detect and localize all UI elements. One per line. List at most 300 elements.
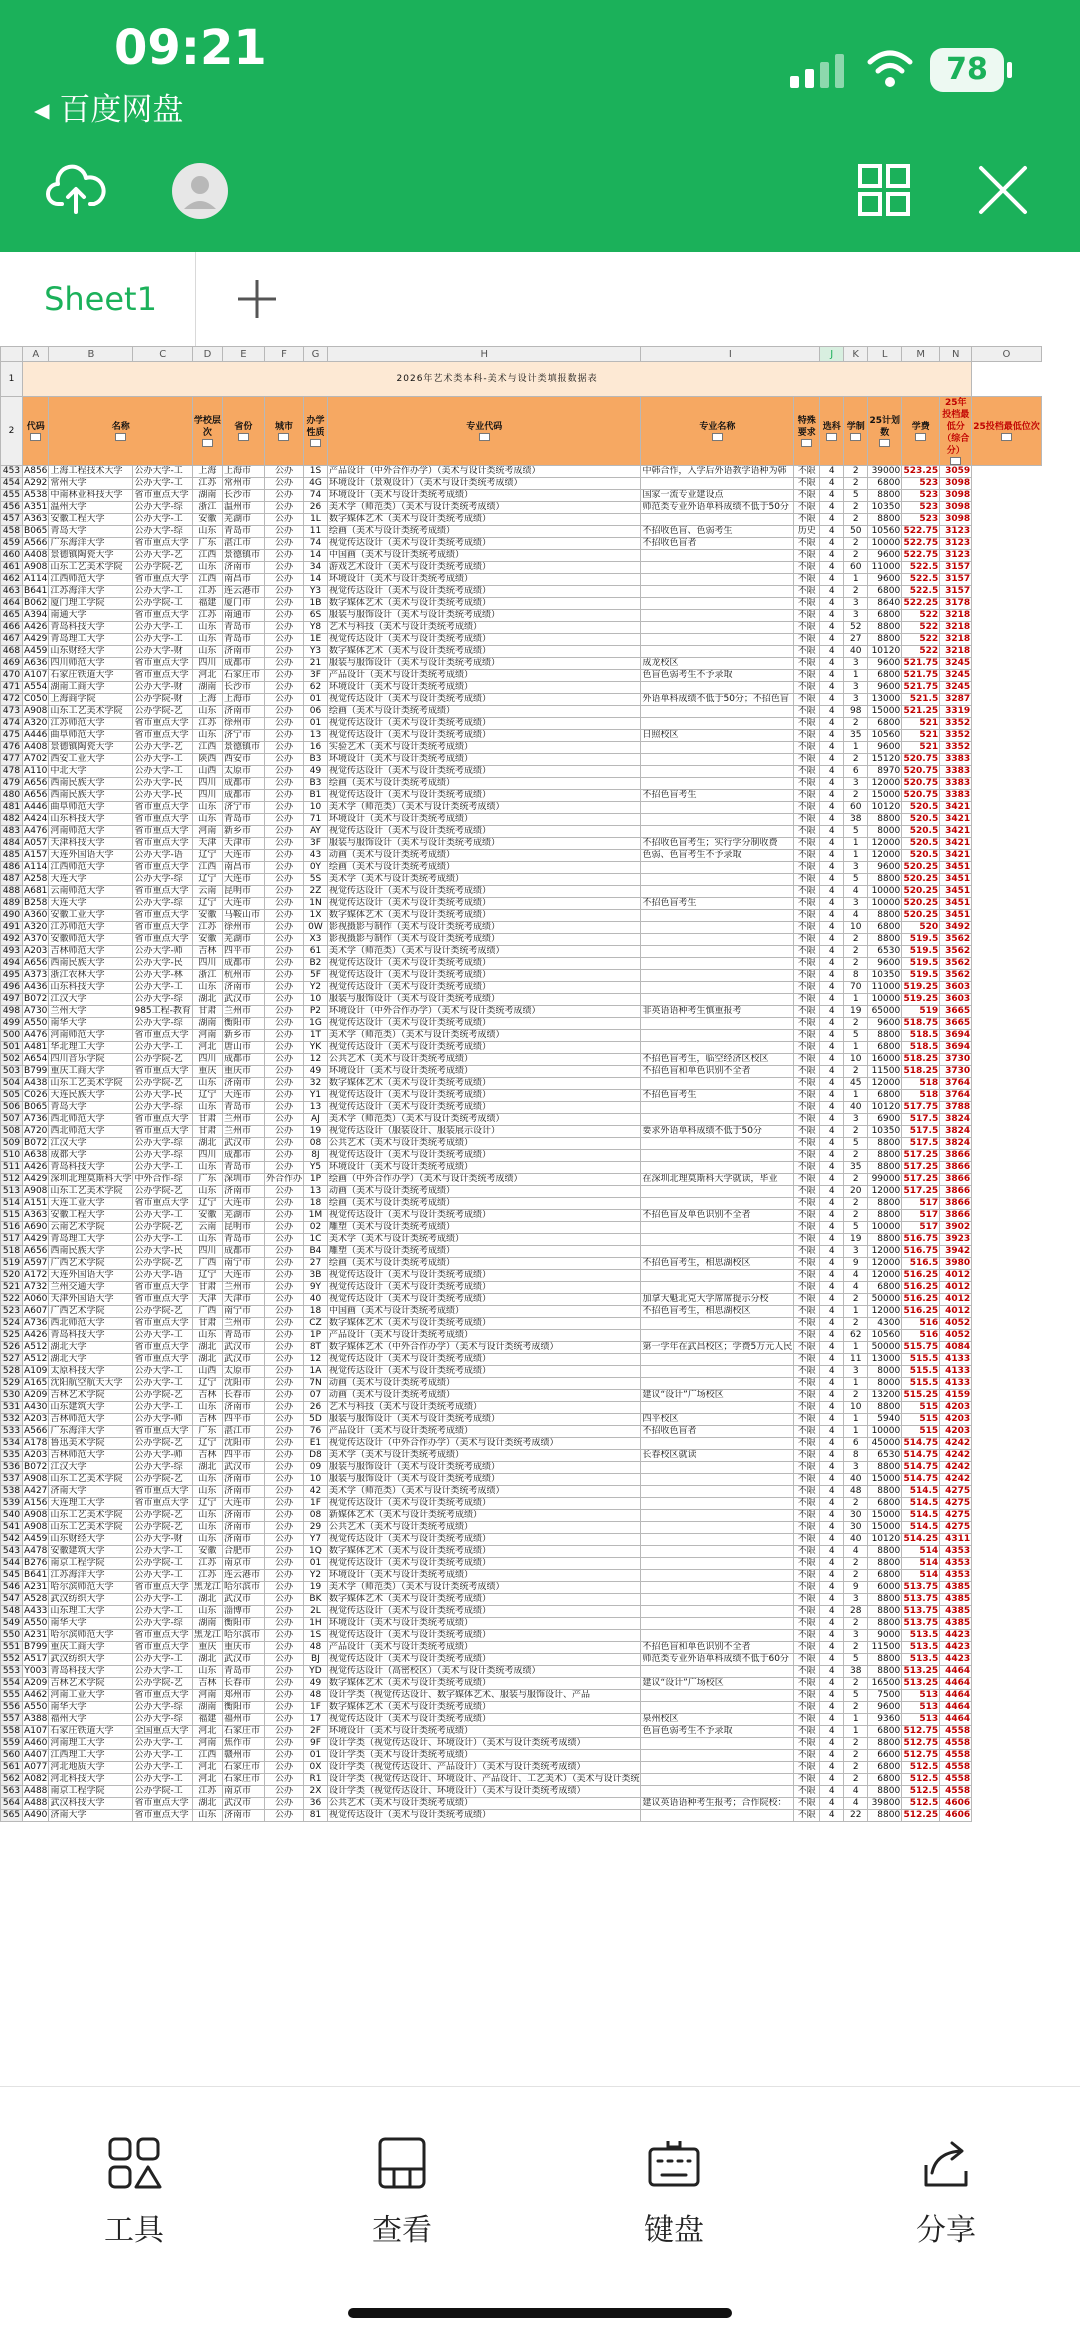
table-cell[interactable]: 公办 — [264, 502, 303, 514]
table-cell[interactable]: 师范类专业外语单科成绩不低于60分 — [641, 1654, 794, 1666]
table-cell[interactable] — [641, 970, 794, 982]
table-cell[interactable]: 5 — [844, 1030, 868, 1042]
table-cell[interactable]: 影视摄影与制作（美术与设计类统考成绩） — [327, 934, 641, 946]
table-cell[interactable]: 3824 — [940, 1126, 972, 1138]
table-cell[interactable]: 3123 — [940, 526, 972, 538]
table-cell[interactable]: 520.75 — [903, 754, 939, 764]
table-cell[interactable]: 2 — [844, 958, 868, 970]
table-cell[interactable]: 4 — [820, 1462, 844, 1474]
back-to-app-link[interactable]: ◂ 百度网盘 — [34, 92, 184, 128]
table-cell[interactable]: 连云港市 — [222, 586, 264, 598]
table-cell[interactable]: 数字媒体艺术（美术与设计类统考成绩） — [327, 1546, 641, 1558]
table-cell[interactable]: 环境设计（美术与设计类统考成绩） — [327, 814, 641, 826]
row-number[interactable]: 513 — [1, 1186, 23, 1198]
table-cell[interactable]: 不限 — [794, 802, 820, 814]
table-cell[interactable]: 1H — [303, 1618, 327, 1630]
table-cell[interactable]: 省市重点大学 — [133, 538, 192, 550]
table-cell[interactable]: 不招色盲考生 — [641, 1090, 794, 1102]
table-cell[interactable]: 36 — [303, 1798, 327, 1810]
table-cell[interactable]: 公办大学-综 — [133, 502, 192, 514]
table-cell[interactable]: 不限 — [794, 598, 820, 610]
table-cell[interactable]: 公办 — [264, 1318, 303, 1330]
row-number[interactable]: 512 — [1, 1174, 23, 1186]
table-cell[interactable] — [641, 1078, 794, 1090]
table-cell[interactable]: 18 — [303, 1198, 327, 1210]
table-cell[interactable]: 公办 — [264, 1522, 303, 1534]
table-cell[interactable]: 4558 — [940, 1774, 972, 1786]
row-number[interactable]: 473 — [1, 706, 23, 718]
table-cell[interactable]: 公办 — [264, 1402, 303, 1414]
row-number[interactable]: 560 — [1, 1750, 23, 1762]
table-cell[interactable]: 公办 — [264, 1126, 303, 1138]
table-cell[interactable]: B4 — [303, 1246, 327, 1258]
table-cell[interactable]: A370 — [24, 934, 48, 944]
table-cell[interactable]: A476 — [24, 1030, 48, 1040]
spreadsheet-grid[interactable] — [0, 346, 1080, 2086]
table-cell[interactable]: 公办 — [264, 562, 303, 574]
table-cell[interactable]: 8 — [844, 1450, 868, 1462]
table-cell[interactable]: 6800 — [868, 1090, 902, 1102]
table-cell[interactable]: 公办 — [264, 862, 303, 874]
table-cell[interactable]: 4 — [820, 586, 844, 598]
table-cell[interactable]: 河北地质大学 — [49, 1762, 133, 1774]
table-cell[interactable]: 516 — [902, 1330, 940, 1342]
table-cell[interactable]: 不限 — [794, 922, 820, 934]
table-cell[interactable] — [641, 958, 794, 970]
row-number[interactable]: 489 — [1, 898, 23, 910]
row-number[interactable]: 471 — [1, 682, 23, 694]
table-cell[interactable]: 08 — [303, 1510, 327, 1522]
table-cell[interactable]: 不限 — [794, 1174, 820, 1186]
table-cell[interactable]: 环境设计（美术与设计类统考成绩） — [327, 490, 641, 502]
table-cell[interactable]: 1F — [303, 1498, 327, 1510]
table-cell[interactable]: 视觉传达设计（美术与设计类统考成绩） — [327, 538, 641, 550]
table-cell[interactable]: 视觉传达设计（美术与设计类统考成绩） — [327, 1018, 641, 1030]
table-cell[interactable]: 济南市 — [222, 1474, 264, 1486]
table-cell[interactable]: 视觉传达设计（美术与设计类统考成绩） — [327, 1150, 641, 1162]
table-cell[interactable]: 公共艺术（美术与设计类统考成绩） — [327, 1522, 641, 1534]
table-cell[interactable]: 42 — [303, 1486, 327, 1498]
table-cell[interactable]: 产品设计（美术与设计类统考成绩） — [327, 1642, 641, 1654]
table-cell[interactable]: 517.25 — [903, 1186, 939, 1196]
table-cell[interactable]: 马鞍山市 — [222, 910, 264, 922]
filter-dropdown-icon[interactable] — [278, 433, 289, 441]
table-cell[interactable]: A438 — [24, 1078, 48, 1088]
table-cell[interactable]: 519.5 — [902, 958, 940, 970]
table-cell[interactable]: 28 — [844, 1606, 868, 1618]
table-cell[interactable]: 山东 — [192, 1474, 222, 1486]
table-cell[interactable]: 公办 — [264, 1594, 303, 1606]
table-cell[interactable]: 不限 — [794, 1774, 820, 1786]
table-cell[interactable]: 公办 — [264, 550, 303, 562]
table-cell[interactable]: 不限 — [794, 1534, 820, 1546]
table-cell[interactable]: 01 — [303, 694, 327, 706]
table-cell[interactable]: 不限 — [794, 910, 820, 922]
row-number[interactable]: 498 — [1, 1006, 23, 1018]
table-cell[interactable]: 美术学（美术与设计类统考成绩） — [327, 1234, 641, 1246]
table-cell[interactable]: 公办大学-工 — [133, 1366, 192, 1378]
table-cell[interactable]: 哈尔滨市 — [222, 1582, 264, 1594]
table-cell[interactable]: 湖北 — [192, 1342, 222, 1354]
table-cell[interactable] — [641, 1762, 794, 1774]
table-cell[interactable]: 520.5 — [902, 814, 940, 826]
table-cell[interactable]: 重庆工商大学 — [49, 1642, 133, 1654]
table-cell[interactable]: 0Y — [303, 862, 327, 874]
row-number[interactable]: 548 — [1, 1606, 23, 1618]
table-cell[interactable]: 长春市 — [222, 1390, 264, 1402]
table-cell[interactable]: 513.75 — [903, 1618, 939, 1628]
table-cell[interactable]: 产品设计（美术与设计类统考成绩） — [327, 670, 641, 682]
table-cell[interactable]: 2 — [844, 1762, 868, 1774]
table-cell[interactable]: 公办 — [264, 814, 303, 826]
tab-sheet1[interactable]: Sheet1 — [0, 252, 196, 346]
table-cell[interactable]: 40 — [844, 1534, 868, 1546]
table-cell[interactable]: 3218 — [940, 622, 972, 634]
table-cell[interactable] — [641, 1438, 794, 1450]
table-cell[interactable]: 山东 — [192, 982, 222, 994]
table-cell[interactable]: 四川音乐学院 — [49, 1054, 133, 1066]
table-cell[interactable] — [641, 562, 794, 574]
table-cell[interactable]: 4 — [820, 1498, 844, 1510]
table-cell[interactable]: 3980 — [940, 1258, 972, 1270]
row-number[interactable]: 468 — [1, 646, 23, 658]
table-cell[interactable]: 8T — [303, 1342, 327, 1354]
row-number[interactable]: 557 — [1, 1714, 23, 1726]
row-number[interactable]: 457 — [1, 514, 23, 526]
table-cell[interactable]: 加拿大魁北克大学席席提示分校 — [641, 1294, 794, 1306]
table-cell[interactable]: 省市重点大学 — [133, 826, 192, 838]
table-cell[interactable]: 山东 — [192, 1330, 222, 1342]
table-cell[interactable]: 公办大学-林 — [133, 970, 192, 982]
table-cell[interactable]: 10 — [303, 802, 327, 814]
table-cell[interactable]: 4 — [820, 646, 844, 658]
row-number[interactable]: 537 — [1, 1474, 23, 1486]
table-cell[interactable]: 513.75 — [903, 1582, 939, 1592]
table-cell[interactable]: 山东 — [192, 1534, 222, 1546]
table-cell[interactable]: 74 — [303, 490, 327, 502]
table-cell[interactable]: 4 — [820, 478, 844, 490]
column-header[interactable] — [820, 397, 844, 466]
table-cell[interactable]: A114 — [24, 862, 48, 872]
table-cell[interactable]: 9F — [303, 1738, 327, 1750]
table-cell[interactable]: 8970 — [868, 766, 902, 778]
table-cell[interactable]: A057 — [24, 838, 48, 848]
table-cell[interactable]: 不限 — [794, 1654, 820, 1666]
table-cell[interactable]: 不限 — [794, 1378, 820, 1390]
table-cell[interactable]: 云南 — [192, 886, 222, 898]
table-cell[interactable]: 设计学类（美术与设计类统考成绩） — [327, 1750, 641, 1762]
table-cell[interactable]: 视觉传达设计（美术与设计类统考成绩） — [327, 730, 641, 742]
table-cell[interactable]: 517.5 — [902, 1114, 940, 1126]
table-cell[interactable]: 大连理工大学 — [49, 1498, 133, 1510]
table-cell[interactable]: 522.5 — [902, 586, 940, 598]
row-number[interactable]: 510 — [1, 1150, 23, 1162]
table-cell[interactable]: 公办大学-工 — [133, 1546, 192, 1558]
table-cell[interactable]: 3098 — [940, 514, 972, 526]
table-cell[interactable]: 3352 — [940, 718, 972, 730]
table-cell[interactable]: 4558 — [940, 1726, 972, 1738]
table-cell[interactable]: 山东工艺美术学院 — [49, 562, 133, 574]
filter-dropdown-icon[interactable] — [826, 433, 837, 441]
table-cell[interactable]: 516 — [902, 1318, 940, 1330]
table-cell[interactable]: 29 — [303, 1522, 327, 1534]
table-cell[interactable]: 省市重点大学 — [133, 910, 192, 922]
table-cell[interactable]: 10000 — [868, 1426, 902, 1438]
table-cell[interactable]: 公办大学-工 — [133, 1594, 192, 1606]
table-cell[interactable]: 青岛市 — [222, 1666, 264, 1678]
table-cell[interactable]: 8800 — [868, 1210, 902, 1222]
table-cell[interactable]: 山东 — [192, 634, 222, 646]
table-cell[interactable]: 2 — [844, 1150, 868, 1162]
table-cell[interactable]: 10350 — [868, 502, 902, 514]
table-cell[interactable]: 4 — [820, 754, 844, 766]
table-cell[interactable]: 1B — [303, 598, 327, 610]
table-cell[interactable]: 4 — [820, 1378, 844, 1390]
table-cell[interactable]: 不限 — [794, 490, 820, 502]
table-cell[interactable]: 518.25 — [903, 1054, 939, 1064]
table-cell[interactable]: 公办 — [264, 1378, 303, 1390]
table-cell[interactable]: 公办 — [264, 466, 303, 478]
table-cell[interactable]: 在深圳北理莫斯科大学就读，毕业 — [641, 1174, 794, 1186]
table-cell[interactable]: 温州大学 — [49, 502, 133, 514]
table-cell[interactable]: 公办 — [264, 1558, 303, 1570]
table-cell[interactable]: 4012 — [940, 1306, 972, 1318]
table-cell[interactable]: 公办 — [264, 790, 303, 802]
table-cell[interactable]: 徐州市 — [222, 922, 264, 934]
table-cell[interactable]: 不限 — [794, 514, 820, 526]
table-cell[interactable]: 3218 — [940, 634, 972, 646]
table-cell[interactable]: 520.25 — [903, 898, 939, 908]
column-header[interactable] — [49, 397, 192, 466]
table-cell[interactable]: 10 — [844, 1402, 868, 1414]
table-cell[interactable]: 71 — [303, 814, 327, 826]
table-cell[interactable]: A156 — [24, 1498, 48, 1508]
table-cell[interactable]: 不限 — [794, 754, 820, 766]
table-cell[interactable]: 5 — [844, 490, 868, 502]
table-cell[interactable]: 9 — [844, 1258, 868, 1270]
table-cell[interactable]: 济南大学 — [49, 1810, 133, 1822]
table-cell[interactable]: 3866 — [940, 1186, 972, 1198]
table-cell[interactable]: 公办 — [264, 574, 303, 586]
table-cell[interactable]: 3 — [844, 658, 868, 670]
table-cell[interactable]: 4 — [820, 1282, 844, 1294]
table-cell[interactable]: 8 — [844, 970, 868, 982]
table-cell[interactable]: 22 — [844, 1810, 868, 1822]
table-cell[interactable]: 4 — [820, 1174, 844, 1186]
table-cell[interactable]: 522.5 — [902, 562, 940, 574]
table-cell[interactable]: 16500 — [868, 1678, 902, 1690]
table-cell[interactable]: A430 — [24, 1402, 48, 1412]
table-cell[interactable]: 1Q — [303, 1546, 327, 1558]
table-cell[interactable]: 不限 — [794, 1606, 820, 1618]
table-cell[interactable]: 成龙校区 — [641, 658, 794, 670]
table-cell[interactable]: 安徽建筑大学 — [49, 1546, 133, 1558]
table-cell[interactable]: 4 — [820, 1510, 844, 1522]
table-cell[interactable]: 523 — [902, 478, 940, 490]
table-cell[interactable] — [641, 682, 794, 694]
table-cell[interactable]: 天津外国语大学 — [49, 1294, 133, 1306]
table-cell[interactable]: 3178 — [940, 598, 972, 610]
table-cell[interactable]: 40 — [844, 1102, 868, 1114]
table-cell[interactable]: 西北师范大学 — [49, 1318, 133, 1330]
table-cell[interactable]: 513.75 — [903, 1594, 939, 1604]
table-cell[interactable] — [641, 1534, 794, 1546]
table-cell[interactable]: 南宁市 — [222, 1306, 264, 1318]
row-number[interactable]: 496 — [1, 982, 23, 994]
table-cell[interactable]: 4423 — [940, 1630, 972, 1642]
table-cell[interactable]: 武汉市 — [222, 994, 264, 1006]
table-cell[interactable]: 公办 — [264, 1294, 303, 1306]
table-cell[interactable]: BJ — [303, 1654, 327, 1666]
table-cell[interactable]: 512.5 — [902, 1762, 940, 1774]
table-cell[interactable]: 2 — [844, 1174, 868, 1186]
table-cell[interactable]: 不限 — [794, 466, 820, 478]
table-cell[interactable]: 514.5 — [902, 1510, 940, 1522]
table-cell[interactable]: 2 — [844, 1126, 868, 1138]
table-cell[interactable]: 8800 — [868, 1030, 902, 1042]
table-cell[interactable]: A459 — [24, 646, 48, 656]
table-cell[interactable]: 10560 — [868, 1330, 902, 1342]
table-cell[interactable]: 重庆 — [192, 1066, 222, 1078]
table-cell[interactable]: A077 — [24, 1762, 48, 1772]
table-cell[interactable]: 公办大学-综 — [133, 1150, 192, 1162]
row-number[interactable]: 476 — [1, 742, 23, 754]
table-cell[interactable]: 74 — [303, 538, 327, 550]
table-cell[interactable]: 4 — [820, 658, 844, 670]
table-cell[interactable]: 521.25 — [903, 706, 939, 716]
table-cell[interactable]: 不限 — [794, 1150, 820, 1162]
table-cell[interactable]: 河北科技大学 — [49, 1774, 133, 1786]
table-cell[interactable]: 3 — [844, 694, 868, 706]
table-cell[interactable]: 512.5 — [902, 1798, 940, 1810]
table-cell[interactable]: A512 — [24, 1354, 48, 1364]
row-number[interactable]: 474 — [1, 718, 23, 730]
table-cell[interactable]: 省市重点大学 — [133, 922, 192, 934]
table-cell[interactable]: 视觉传达设计（美术与设计类统考成绩） — [327, 1294, 641, 1306]
table-cell[interactable]: 523 — [902, 490, 940, 502]
table-cell[interactable]: 公办大学-工 — [133, 1330, 192, 1342]
table-cell[interactable]: 公办 — [264, 1810, 303, 1822]
table-cell[interactable]: 3562 — [940, 958, 972, 970]
table-cell[interactable]: 4 — [820, 1090, 844, 1102]
table-cell[interactable]: 河北 — [192, 1774, 222, 1786]
column-header[interactable] — [264, 397, 303, 466]
table-cell[interactable]: 视觉传达设计（美术与设计类统考成绩） — [327, 1282, 641, 1294]
table-cell[interactable]: 公办 — [264, 1090, 303, 1102]
table-cell[interactable]: 不招色盲考生，临空经济区校区 — [641, 1054, 794, 1066]
table-cell[interactable]: A151 — [24, 1198, 48, 1208]
table-cell[interactable]: 2 — [844, 1642, 868, 1654]
table-cell[interactable]: 4 — [820, 1414, 844, 1426]
table-cell[interactable]: 青岛大学 — [49, 1102, 133, 1114]
table-cell[interactable]: 3730 — [940, 1066, 972, 1078]
table-cell[interactable]: 8800 — [868, 934, 902, 946]
table-cell[interactable]: 不限 — [794, 1582, 820, 1594]
row-number[interactable]: 530 — [1, 1390, 23, 1402]
table-cell[interactable]: 12000 — [868, 778, 902, 790]
table-cell[interactable]: 上海市 — [222, 694, 264, 706]
table-cell[interactable]: 公办 — [264, 886, 303, 898]
table-cell[interactable]: 鲁迅美术学院 — [49, 1438, 133, 1450]
table-cell[interactable]: 上海工程技术大学 — [49, 466, 133, 478]
table-cell[interactable]: B799 — [24, 1642, 48, 1652]
table-cell[interactable]: 成都市 — [222, 658, 264, 670]
table-cell[interactable]: 天津市 — [222, 838, 264, 850]
table-cell[interactable]: 4 — [820, 1114, 844, 1126]
table-cell[interactable]: 3421 — [940, 814, 972, 826]
table-cell[interactable]: 山东科技大学 — [49, 982, 133, 994]
table-cell[interactable]: 519.5 — [902, 934, 940, 946]
table-cell[interactable]: 520.75 — [903, 766, 939, 776]
table-cell[interactable]: 1M — [303, 1210, 327, 1222]
table-cell[interactable]: 公办学院-艺 — [133, 562, 192, 574]
row-number[interactable]: 507 — [1, 1114, 23, 1126]
row-number[interactable]: 495 — [1, 970, 23, 982]
table-cell[interactable]: 8800 — [868, 514, 902, 526]
table-cell[interactable]: 3059 — [940, 466, 972, 478]
filter-dropdown-icon[interactable] — [879, 439, 890, 447]
table-cell[interactable]: A656 — [24, 958, 48, 968]
column-header[interactable] — [794, 397, 820, 466]
table-cell[interactable]: 4 — [820, 1222, 844, 1234]
table-cell[interactable]: 6600 — [868, 1750, 902, 1762]
table-cell[interactable]: 公办学院-艺 — [133, 1054, 192, 1066]
table-cell[interactable]: 南昌市 — [222, 574, 264, 586]
table-cell[interactable]: 4275 — [940, 1510, 972, 1522]
table-cell[interactable]: 不限 — [794, 1006, 820, 1018]
table-cell[interactable]: A476 — [24, 826, 48, 836]
table-cell[interactable]: 长沙市 — [222, 682, 264, 694]
table-cell[interactable]: 2 — [844, 1702, 868, 1714]
table-cell[interactable]: 4 — [820, 1738, 844, 1750]
table-cell[interactable]: 49 — [303, 1066, 327, 1078]
table-cell[interactable]: 6800 — [868, 610, 902, 622]
column-header[interactable] — [303, 397, 327, 466]
table-cell[interactable]: 4 — [820, 1666, 844, 1678]
table-cell[interactable]: 3F — [303, 670, 327, 682]
table-cell[interactable]: 不限 — [794, 1210, 820, 1222]
table-cell[interactable]: A203 — [24, 946, 48, 956]
table-cell[interactable]: 哈尔滨师范大学 — [49, 1582, 133, 1594]
table-cell[interactable]: 8800 — [868, 1198, 902, 1210]
column-header[interactable] — [940, 397, 972, 466]
table-cell[interactable]: 4012 — [940, 1282, 972, 1294]
table-cell[interactable]: 山西 — [192, 766, 222, 778]
table-cell[interactable]: 广东海洋大学 — [49, 1426, 133, 1438]
table-cell[interactable]: 6800 — [868, 478, 902, 490]
table-cell[interactable]: 4558 — [940, 1786, 972, 1798]
table-cell[interactable]: 美术学（师范类）（美术与设计类统考成绩） — [327, 946, 641, 958]
table-cell[interactable]: 516.25 — [903, 1282, 939, 1292]
table-cell[interactable]: 40 — [303, 1294, 327, 1306]
table-cell[interactable]: 公办学院-工 — [133, 1786, 192, 1798]
table-cell[interactable]: 99000 — [868, 1174, 902, 1186]
table-cell[interactable]: 吉林艺术学院 — [49, 1678, 133, 1690]
table-cell[interactable]: 安徽工程大学 — [49, 1210, 133, 1222]
table-cell[interactable] — [641, 886, 794, 898]
table-cell[interactable]: 2 — [844, 934, 868, 946]
table-cell[interactable]: 4 — [820, 1558, 844, 1570]
table-cell[interactable]: 公办学院-艺 — [133, 1390, 192, 1402]
table-cell[interactable]: 视觉传达设计（美术与设计类统考成绩） — [327, 1630, 641, 1642]
table-cell[interactable]: 不限 — [794, 1762, 820, 1774]
table-cell[interactable]: 公办 — [264, 682, 303, 694]
table-cell[interactable]: 18 — [303, 1306, 327, 1318]
table-cell[interactable]: 上海 — [192, 694, 222, 706]
table-cell[interactable]: 2 — [844, 1210, 868, 1222]
table-cell[interactable]: 湖北 — [192, 1354, 222, 1366]
table-cell[interactable]: 15000 — [868, 1522, 902, 1534]
